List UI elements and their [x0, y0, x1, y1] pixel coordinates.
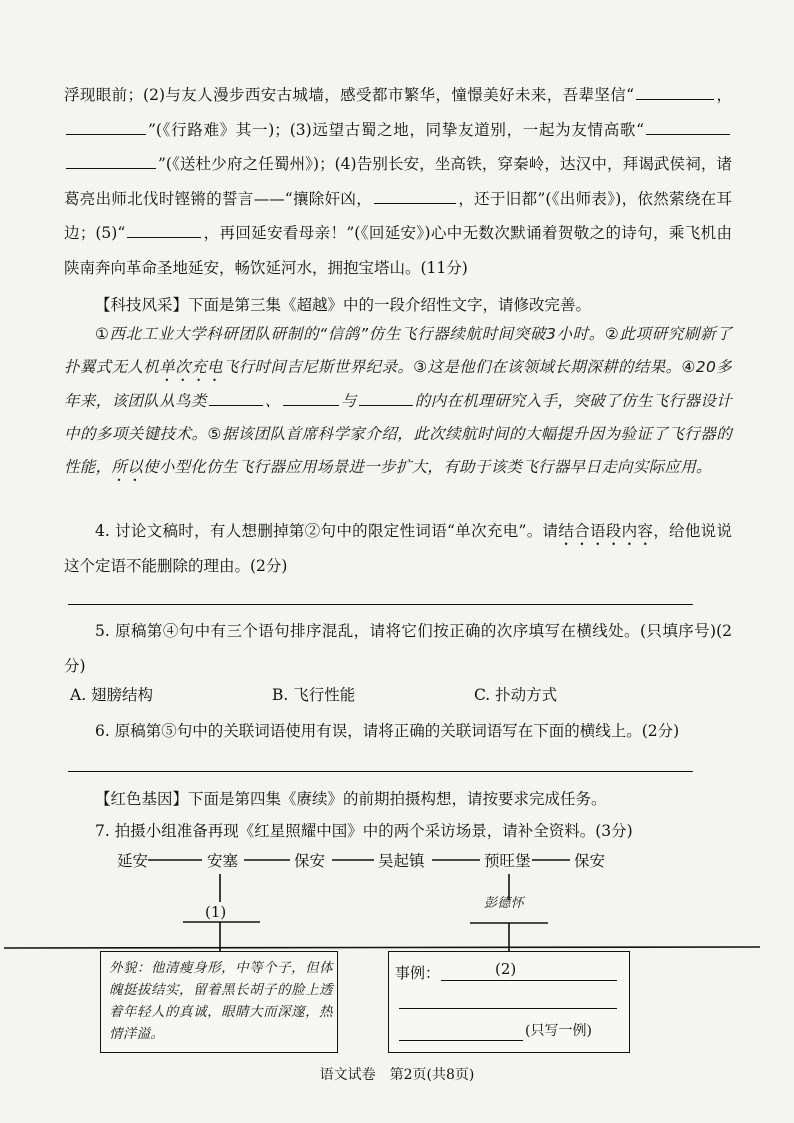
route-stop: 延安: [117, 852, 149, 870]
emphasized-phrase: 所以: [111, 458, 144, 476]
route-stop: 吴起镇: [378, 852, 425, 870]
answer-blank[interactable]: [66, 118, 146, 135]
answer-blank[interactable]: [127, 221, 201, 238]
answer-line-q4[interactable]: [68, 604, 693, 605]
route-stop: 保安: [574, 852, 606, 870]
blank-label-2: (2): [495, 960, 517, 978]
question-6: 6. 原稿第⑤句中的关联词语使用有误，请将正确的关联词语写在下面的横线上。(2分): [95, 722, 680, 740]
question-7: 7. 拍摄小组准备再现《红星照耀中国》中的两个采访场景，请补全资料。(3分): [95, 822, 633, 840]
emphasized-phrase: 结合语段内容: [558, 522, 654, 540]
answer-blank[interactable]: [636, 83, 714, 100]
option-a: A. 翅膀结构: [70, 686, 154, 704]
answer-blank[interactable]: [283, 391, 339, 406]
answer-blank[interactable]: [359, 391, 413, 406]
example-box: [388, 951, 630, 1053]
option-b: B. 飞行性能: [272, 686, 356, 704]
draft-passage: ①西北工业大学科研团队研制的“信鸽”仿生飞行器续航时间突破3小时。②此项研究刷新了扑翼式无人机单次充电飞行时间吉尼斯世界纪录。③这是他们在该领域长期深耕的结果。④20多年来，该团队从鸟类 、 与 的内在机理研究入手，突破了仿生飞行器设计中的多项关键技术。⑤据该团队首席科学家介绍，此次续航时间的大幅提升因为验证了飞行器的性能，所以使小型化仿生飞行器应用场景进一步扩大，有助于该类飞行器早日走向实际应用。: [64, 325, 732, 476]
example-prefix: 事例：: [395, 964, 441, 982]
answer-line[interactable]: [399, 1008, 617, 1009]
question-4: 4. 讨论文稿时，有人想删掉第②句中的限定性词语“单次充电”。请结合语段内容，给他说说这个定语不能删除的理由。(2分): [64, 522, 732, 575]
route-stop: 预旺堡: [484, 852, 531, 870]
example-note: (只写一例): [525, 1023, 592, 1039]
answer-blank[interactable]: [209, 391, 263, 406]
route-stop: 保安: [294, 852, 326, 870]
answer-blank[interactable]: [66, 152, 156, 169]
section-red-intro: 【红色基因】下面是第四集《赓续》的前期拍摄构想，请按要求完成任务。: [95, 790, 607, 808]
appearance-box: [100, 951, 338, 1053]
route-stop: 安塞: [207, 852, 239, 870]
q5-options: [70, 683, 670, 707]
answer-line-q6[interactable]: [68, 771, 693, 772]
option-c: C. 扑动方式: [474, 686, 558, 704]
emphasized-phrase: 单次充电: [159, 358, 223, 376]
answer-blank[interactable]: [646, 118, 730, 135]
answer-line[interactable]: [399, 1040, 523, 1041]
answer-line[interactable]: [441, 980, 617, 981]
blank-label-1: (1): [205, 903, 227, 921]
poetry-paragraph: 浮现眼前；(2)与友人漫步西安古城墙，感受都市繁华，憧憬美好未来，吾辈坚信“ ，”(《行路难》其一)；(3)远望古蜀之地，同挚友道别，一起为友情高歌“”(《送杜少府之任蜀州》)；(4)告别长安，坐高铁，穿秦岭，达汉中，拜谒武侯祠，诸葛亮出师北伐时铿锵的誓言——“攘除奸凶， ，还于旧都”(《出师表》)，依然萦绕在耳边；(5)“ ，再回延安看母亲！”(《回延安》)心中无数次默诵着贺敬之的诗句，乘飞机由陕南奔向革命圣地延安，畅饮延河水，拥抱宝塔山。(11分): [64, 78, 732, 285]
person-label: 彭德怀: [484, 896, 524, 911]
question-5: 5. 原稿第④句中有三个语句排序混乱，请将它们按正确的次序填写在横线处。(只填序号)(2分): [64, 622, 732, 675]
section-tech-intro: 【科技风采】下面是第三集《超越》中的一段介绍性文字，请修改完善。: [95, 296, 592, 314]
page-footer: 语文试卷 第2页(共8页): [319, 1067, 475, 1083]
appearance-text: 外貌：他清瘦身形，中等个子，但体魄挺拔结实，留着黑长胡子的脸上透着年轻人的真诚，眼睛大而深邃，热情洋溢。: [109, 960, 333, 1042]
answer-blank[interactable]: [374, 187, 456, 204]
